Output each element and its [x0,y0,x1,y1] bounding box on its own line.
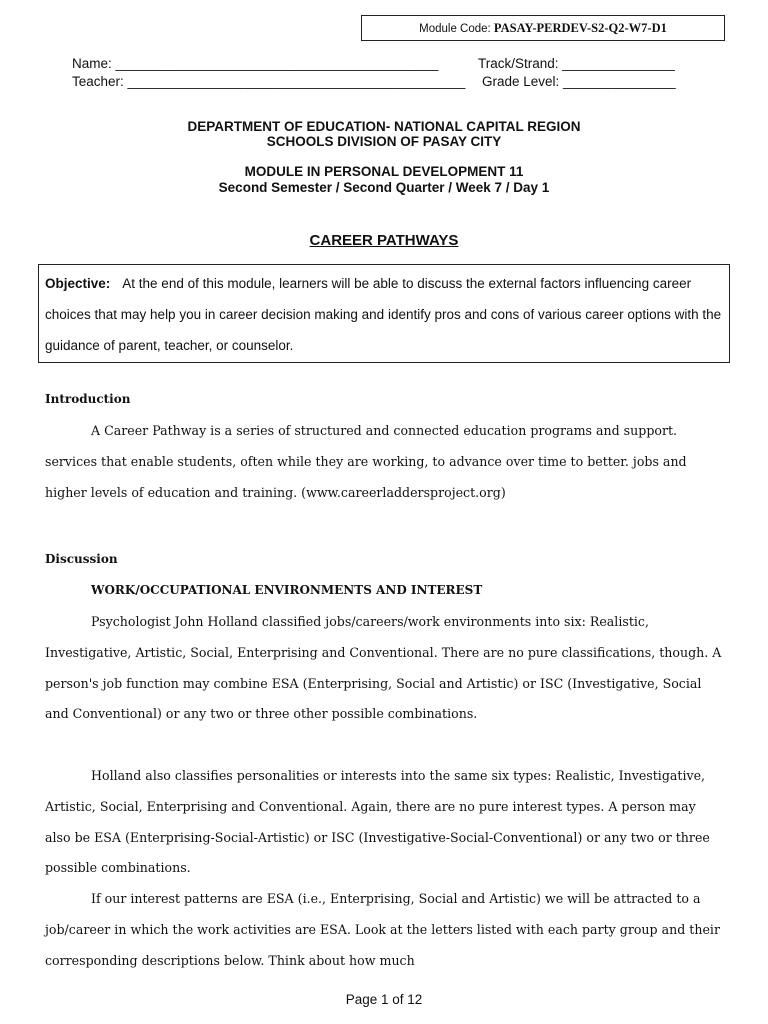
discussion-paragraph-3-text: If our interest patterns are ESA (i.e., Enterprising, Social and Artistic) we will be attracted to a job/career in which the work activities are ESA. Look at the letters listed with each party group and their corresponding descriptions below. Think about how much [45,891,720,968]
objective-text: At the end of this module, learners will be able to discuss the external factors influencing career choices that may help you in career decision making and identify pros and cons of various career options with the guidance of parent, teacher, or counselor. [45,276,722,353]
discussion-heading: Discussion [45,552,118,566]
page-number: Page 1 of 12 [345,992,423,1007]
name-field: Name: ___________________________________________ [72,56,439,71]
department-title: DEPARTMENT OF EDUCATION- NATIONAL CAPITAL REGION [187,119,581,134]
track-strand-field: Track/Strand: _______________ [478,56,675,71]
discussion-subheading: WORK/OCCUPATIONAL ENVIRONMENTS AND INTEREST [91,583,483,597]
discussion-paragraph-2 [45,761,725,884]
division-title: SCHOOLS DIVISION OF PASAY CITY [266,134,502,149]
module-code-value: PASAY-PERDEV-S2-Q2-W7-D1 [493,21,667,35]
objective-label: Objective: [45,276,111,291]
module-code-label: Module Code: [419,23,494,35]
module-code-box [361,15,725,41]
discussion-paragraph-1-text: Psychologist John Holland classified jobs/careers/work environments into six: Realistic, Investigative, Artistic, Social, Enterprising and Conventional. There are no pure classifications, though. A person's job function may combine ESA (Enterprising, Social and Artistic) or ISC (Investigative, Social and Conventional) or any two or three other possible combinations. [45,614,722,722]
teacher-field: Teacher: _____________________________________________ [72,74,466,89]
introduction-paragraph [45,416,725,508]
introduction-heading: Introduction [45,392,131,406]
grade-level-field: Grade Level: _______________ [482,74,676,89]
module-title: MODULE IN PERSONAL DEVELOPMENT 11 [244,164,524,179]
lesson-title: CAREER PATHWAYS [309,232,459,249]
discussion-paragraph-1 [45,607,725,730]
module-subtitle: Second Semester / Second Quarter / Week 7 / Day 1 [218,180,550,195]
discussion-paragraph-3 [45,884,725,976]
discussion-paragraph-2-text: Holland also classifies personalities or interests into the same six types: Realistic, Investigative, Artistic, Social, Enterprising and Conventional. Again, there are no pure interest types. A person may also be ESA (Enterprising-Social-Artistic) or ISC (Investigative-Social-Conventional) or any two or three possible combinations. [45,768,710,876]
objective-box [38,264,730,363]
introduction-text: A Career Pathway is a series of structured and connected education programs and support. services that enable students, often while they are working, to advance over time to better. jobs and higher levels of education and training. (www.careerladdersproject.org) [45,423,687,500]
